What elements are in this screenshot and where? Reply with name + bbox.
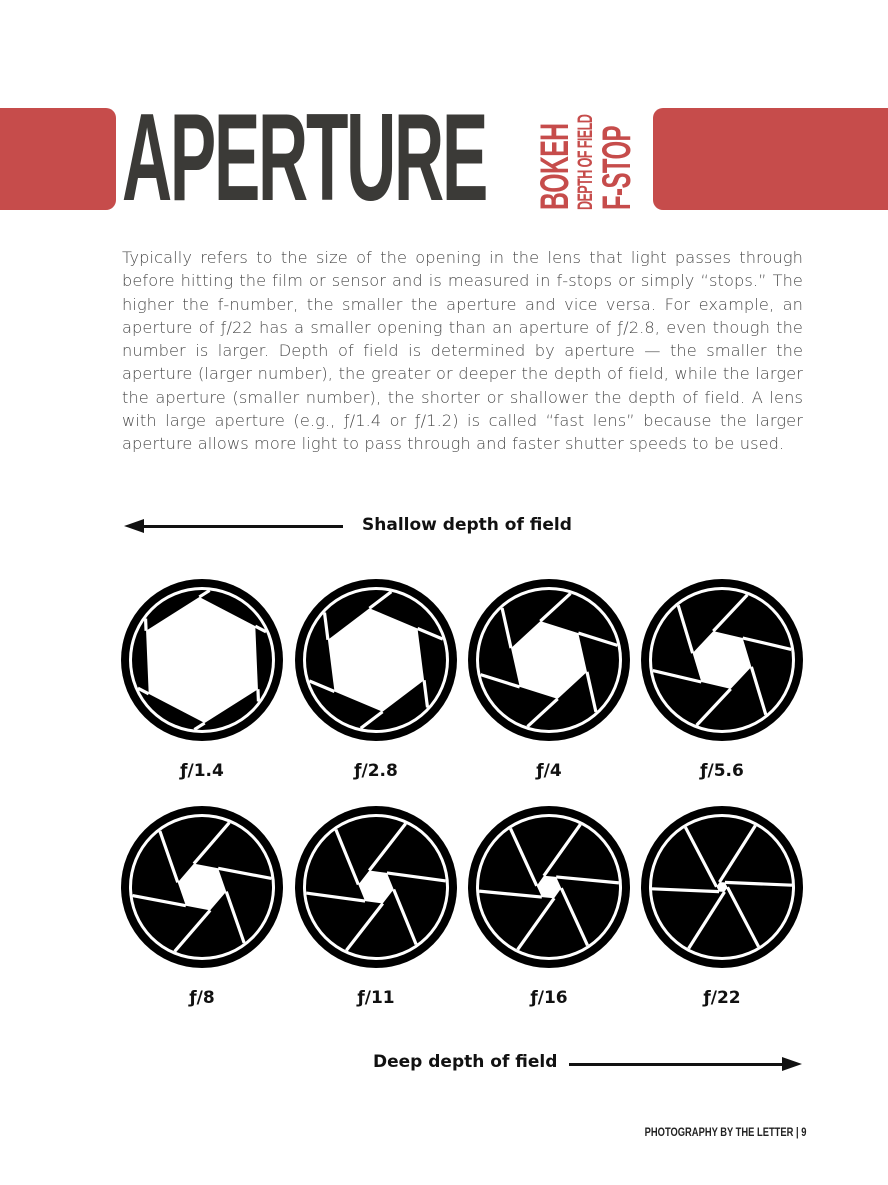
shallow-depth-label: Shallow depth of field <box>362 515 572 535</box>
f-stop-label: ƒ/11 <box>357 988 395 1008</box>
aperture-icon <box>467 805 631 969</box>
aperture-icon <box>640 578 804 742</box>
f-stop-label: ƒ/16 <box>530 988 568 1008</box>
deep-depth-label: Deep depth of field <box>373 1052 558 1072</box>
aperture-icon <box>294 805 458 969</box>
f-stop-label: ƒ/8 <box>189 988 215 1008</box>
aperture-icon <box>120 578 284 742</box>
arrow-line <box>140 525 343 528</box>
f-stop-label: ƒ/1.4 <box>180 761 224 781</box>
side-word-f-stop: F-STOP <box>595 126 639 210</box>
f-stop-label: ƒ/22 <box>703 988 741 1008</box>
side-word-bokeh: BOKEH <box>533 123 577 210</box>
title-side-words <box>535 104 645 214</box>
f-stop-label: ƒ/4 <box>536 761 562 781</box>
aperture-icon <box>467 578 631 742</box>
red-band-right <box>653 108 888 210</box>
red-band-left <box>0 108 116 210</box>
aperture-icon <box>640 805 804 969</box>
page-title: APERTURE <box>122 89 487 227</box>
page-footer: PHOTOGRAPHY BY THE LETTER | 9 <box>644 1125 807 1139</box>
aperture-icon <box>120 805 284 969</box>
f-stop-label: ƒ/5.6 <box>700 761 744 781</box>
arrow-right-icon <box>782 1057 802 1071</box>
aperture-icon <box>294 578 458 742</box>
f-stop-label: ƒ/2.8 <box>354 761 398 781</box>
body-paragraph: Typically refers to the size of the opening in the lens that light passes through before hitting the film or sensor and is measured in f-stops or simply “stops.” The higher the f-number, the smaller the aperture and vice versa. For example, an aperture of ƒ/22 has a smaller opening than an aperture of ƒ/2.8, even though the number is larger. Depth of field is determined by aperture — the smaller the aperture (larger number), the greater or deeper the depth of field, while the larger the aperture (smaller number), the shorter or shallower the depth of field. A lens with large aperture (e.g., ƒ/1.4 or ƒ/1.2) is called “fast lens” because the larger aperture allows more light to pass through and faster shutter speeds to be used. <box>122 248 803 454</box>
side-word-depth-of-field: DEPTH OF FIELD <box>574 114 597 210</box>
arrow-line <box>569 1063 784 1066</box>
